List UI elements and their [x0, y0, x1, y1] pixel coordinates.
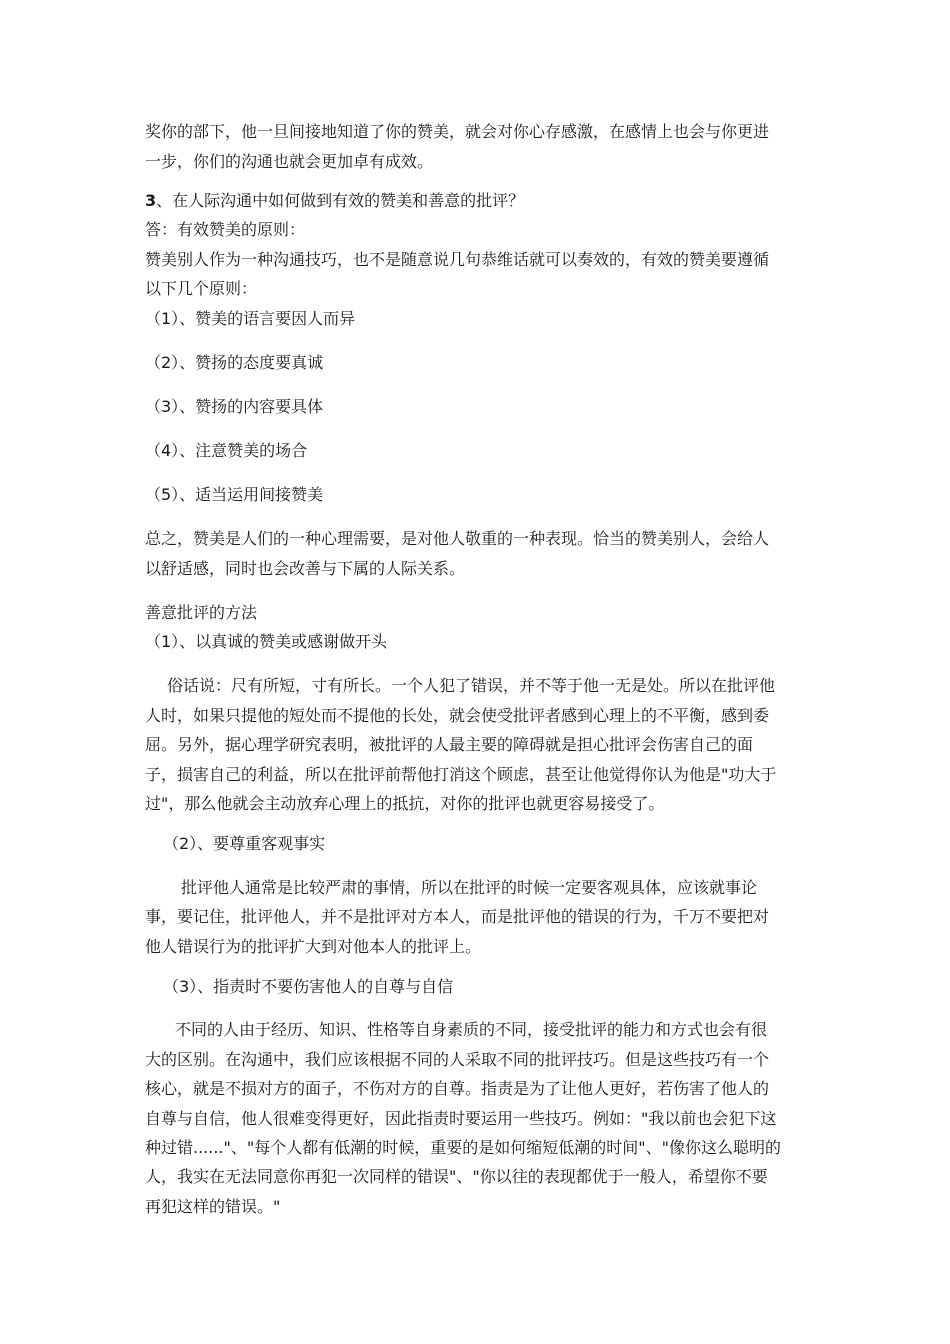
- criticism-3-line-5: 种过错......"、"每个人都有低潮的时候，重要的是如何缩短低潮的时间"、"像你这么聪明的: [145, 1138, 781, 1157]
- praise-principle-4: （4）、注意赞美的场合: [145, 441, 308, 460]
- criticism-3-title: （3）、指责时不要伤害他人的自尊与自信: [163, 977, 454, 996]
- praise-intro-line-1: 赞美别人作为一种沟通技巧，也不是随意说几句恭维话就可以奏效的，有效的赞美要遵循: [145, 250, 770, 269]
- criticism-heading: 善意批评的方法: [145, 603, 258, 622]
- answer-intro: 答：有效赞美的原则：: [145, 220, 306, 239]
- criticism-2-line-1: 批评他人通常是比较严肃的事情，所以在批评的时候一定要客观具体，应该就事论: [181, 878, 758, 897]
- criticism-3-line-4: 自尊与自信，他人很难变得更好，因此指责时要运用一些技巧。例如："我以前也会犯下这: [145, 1109, 777, 1128]
- criticism-2-line-3: 他人错误行为的批评扩大到对他本人的批评上。: [145, 937, 482, 956]
- criticism-1-line-4: 子，损害自己的利益，所以在批评前帮他打消这个顾虑，甚至让他觉得你认为他是"功大于: [145, 765, 777, 784]
- criticism-3-line-7: 再犯这样的错误。": [145, 1197, 281, 1216]
- top-paragraph-line-1: 奖你的部下，他一旦间接地知道了你的赞美，就会对你心存感激，在感情上也会与你更进: [145, 122, 770, 141]
- criticism-2-title: （2）、要尊重客观事实: [163, 834, 326, 853]
- criticism-1-title: （1）、以真诚的赞美或感谢做开头: [145, 632, 388, 651]
- question-heading: [145, 191, 524, 211]
- criticism-3-line-6: 人，我实在无法同意你再犯一次同样的错误"、"你以往的表现都优于一般人，希望你不要: [145, 1167, 768, 1186]
- criticism-1-line-1: 俗话说：尺有所短，寸有所长。一个人犯了错误，并不等于他一无是处。所以在批评他: [167, 676, 776, 695]
- criticism-3-line-3: 核心，就是不损对方的面子，不伤对方的自尊。指责是为了让他人更好，若伤害了他人的: [145, 1079, 770, 1098]
- criticism-1-line-3: 屈。另外，据心理学研究表明，被批评的人最主要的障碍就是担心批评会伤害自己的面: [145, 735, 754, 754]
- praise-principle-3: （3）、赞扬的内容要具体: [145, 397, 324, 416]
- praise-summary-line-1: 总之，赞美是人们的一种心理需要，是对他人敬重的一种表现。恰当的赞美别人，会给人: [145, 529, 770, 548]
- question-text: 、在人际沟通中如何做到有效的赞美和善意的批评？: [156, 191, 525, 210]
- praise-principle-1: （1）、赞美的语言要因人而异: [145, 309, 356, 328]
- criticism-1-line-5: 过"，那么他就会主动放弃心理上的抵抗，对你的批评也就更容易接受了。: [145, 794, 665, 813]
- criticism-3-line-1: 不同的人由于经历、知识、性格等自身素质的不同，接受批评的能力和方式也会有很: [175, 1020, 768, 1039]
- praise-intro-line-2: 以下几个原则：: [145, 279, 258, 298]
- top-paragraph-line-2: 一步，你们的沟通也就会更加卓有成效。: [145, 152, 434, 171]
- criticism-2-line-2: 事，要记住，批评他人，并不是批评对方本人，而是批评他的错误的行为，千万不要把对: [145, 907, 770, 926]
- criticism-3-line-2: 大的区别。在沟通中，我们应该根据不同的人采取不同的批评技巧。但是这些技巧有一个: [145, 1050, 770, 1069]
- praise-summary-line-2: 以舒适感，同时也会改善与下属的人际关系。: [145, 559, 466, 578]
- praise-principle-5: （5）、适当运用间接赞美: [145, 485, 324, 504]
- question-number: 3: [145, 191, 157, 210]
- praise-principle-2: （2）、赞扬的态度要真诚: [145, 353, 324, 372]
- criticism-1-line-2: 人时，如果只提他的短处而不提他的长处，就会使受批评者感到心理上的不平衡，感到委: [145, 706, 770, 725]
